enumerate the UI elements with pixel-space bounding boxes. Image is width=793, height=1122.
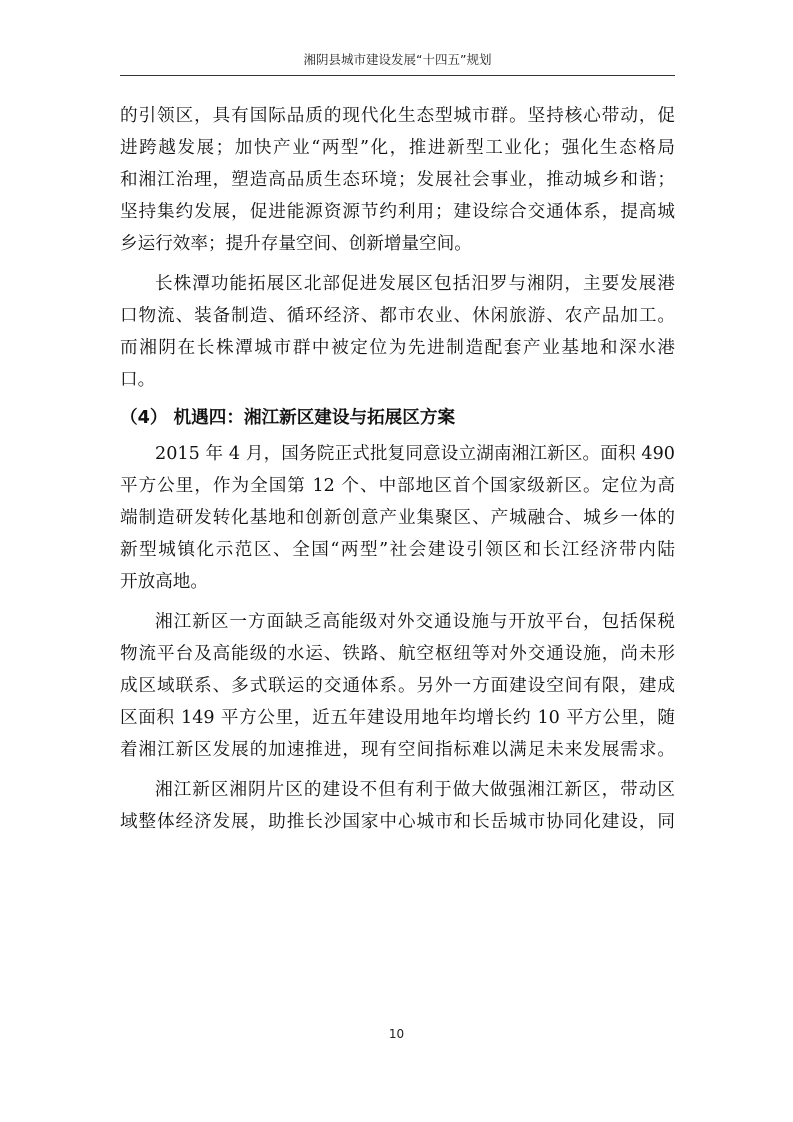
section-heading: （4） 机遇四：湘江新区建设与拓展区方案 [120, 408, 456, 428]
text-line: 湘江新区湘阴片区的建设不但有利于做大做强湘江新区，带动区 [155, 780, 675, 800]
text-line: 口物流、装备制造、循环经济、都市农业、休闲旅游、农产品加工。 [120, 306, 675, 326]
text-line: 着湘江新区发展的加速推进，现有空间指标难以满足未来发展需求。 [120, 740, 675, 760]
document-body [120, 100, 675, 838]
text-line: 物流平台及高能级的水运、铁路、航空枢纽等对外交通设施，尚未形 [120, 644, 675, 664]
text-line: 坚持集约发展，促进能源资源节约利用；建设综合交通体系，提高城 [120, 202, 675, 222]
text-line: 湘江新区一方面缺乏高能级对外交通设施与开放平台，包括保税 [155, 612, 675, 632]
text-line: 域整体经济发展，助推长沙国家中心城市和长岳城市协同化建设，同 [120, 812, 675, 832]
text-line: 的引领区，具有国际品质的现代化生态型城市群。坚持核心带动，促 [120, 106, 675, 126]
text-line: 开放高地。 [120, 572, 208, 592]
paragraph [120, 100, 675, 260]
text-line: 新型城镇化示范区、全国“两型”社会建设引领区和长江经济带内陆 [120, 540, 675, 560]
text-line: 长株潭功能拓展区北部促进发展区包括汨罗与湘阴，主要发展港 [155, 274, 675, 294]
paragraph [120, 268, 675, 396]
text-line: 区面积 149 平方公里，近五年建设用地年均增长约 10 平方公里，随 [120, 708, 675, 728]
text-line: 端制造研发转化基地和创新创意产业集聚区、产城融合、城乡一体的 [120, 508, 675, 528]
text-line: 2015 年 4 月，国务院正式批复同意设立湖南湘江新区。面积 490 [155, 444, 675, 464]
header-divider [120, 75, 675, 76]
page-number: 10 [388, 1027, 405, 1041]
page-header: 湘阴县城市建设发展“十四五”规划 [303, 52, 492, 67]
text-line: 乡运行效率；提升存量空间、创新增量空间。 [120, 234, 472, 254]
paragraph [120, 606, 675, 766]
text-line: 和湘江治理，塑造高品质生态环境；发展社会事业，推动城乡和谐； [120, 170, 675, 190]
text-line: 进跨越发展；加快产业“两型”化，推进新型工业化；强化生态格局 [120, 138, 675, 158]
paragraph [120, 774, 675, 838]
text-line: 口。 [120, 370, 156, 390]
paragraph [120, 438, 675, 598]
text-line: 成区域联系、多式联运的交通体系。另外一方面建设空间有限，建成 [120, 676, 675, 696]
text-line: 平方公里，作为全国第 12 个、中部地区首个国家级新区。定位为高 [120, 476, 675, 496]
text-line: 而湘阴在长株潭城市群中被定位为先进制造配套产业基地和深水港 [120, 338, 675, 358]
